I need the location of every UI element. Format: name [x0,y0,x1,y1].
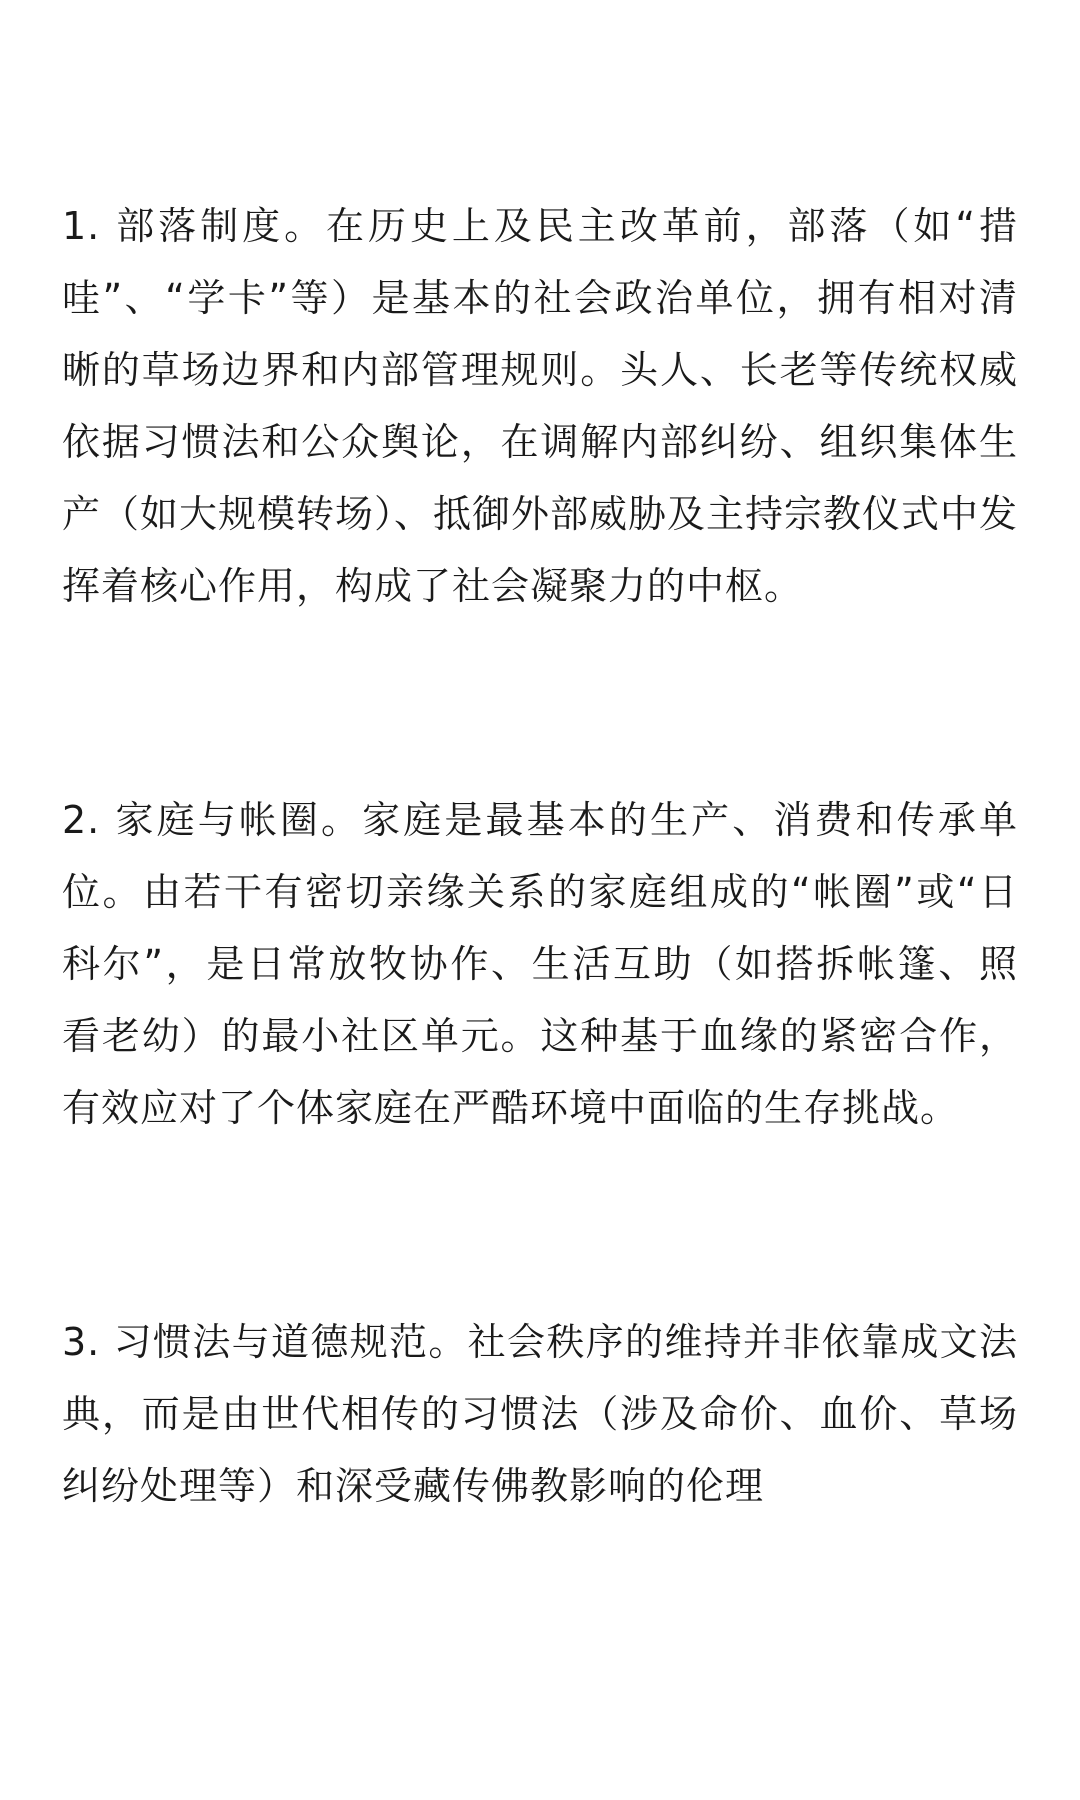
article-body [62,190,1018,1522]
paragraph-spacer [62,622,1018,784]
paragraph-tribal-system: 1. 部落制度。在历史上及民主改革前，部落（如“措哇”、“学卡”等）是基本的社会政治单位，拥有相对清晰的草场边界和内部管理规则。头人、长老等传统权威依据习惯法和公众舆论，在调解内部纠纷、组织集体生产（如大规模转场）、抵御外部威胁及主持宗教仪式中发挥着核心作用，构成了社会凝聚力的中枢。 [62,204,1019,608]
paragraph-family-and-tent-circle: 2. 家庭与帐圈。家庭是最基本的生产、消费和传承单位。由若干有密切亲缘关系的家庭组成的“帐圈”或“日科尔”，是日常放牧协作、生活互助（如搭拆帐篷、照看老幼）的最小社区单元。这种基于血缘的紧密合作，有效应对了个体家庭在严酷环境中面临的生存挑战。 [62,798,1018,1130]
paragraph-customary-law: 3. 习惯法与道德规范。社会秩序的维持并非依靠成文法典，而是由世代相传的习惯法（涉及命价、血价、草场纠纷处理等）和深受藏传佛教影响的伦理 [62,1320,1018,1508]
paragraph-spacer [62,1144,1018,1306]
